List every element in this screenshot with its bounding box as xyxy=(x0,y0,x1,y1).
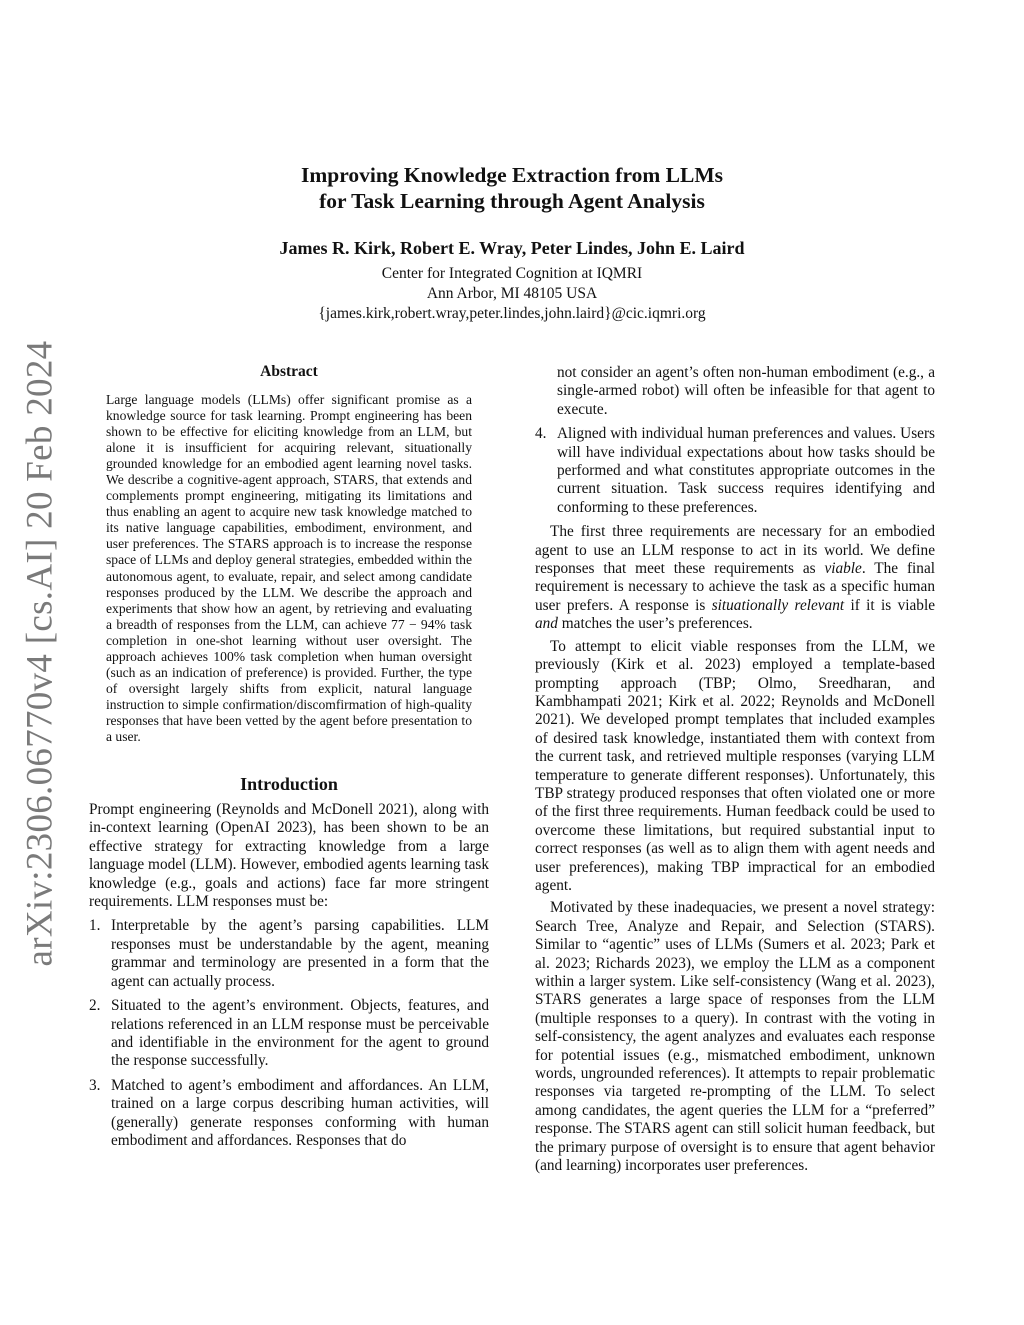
intro-paragraph-3: To attempt to elicit viable responses from the LLM, we previously (Kirk et al. 2023) employed a template-based prompting approach (TBP; Olmo, Sreedharan, and Kambhampati 2021; Kirk et al. 2022; Reynolds and McDonell 2021). We developed prompt templates that included examples of desired task knowledge, instantiated them with context from the current task, and retrieved multiple responses (varying LLM temperature to generate different responses). Unfortunately, this TBP strategy produced responses that often violated one or more of the first three requirements. Human feedback could be used to overcome these limitations, but required substantial input to correct responses (as well as to align them with agent needs and user preferences), making TBP impractical for an embodied agent. xyxy=(535,637,935,894)
title-line-1: Improving Knowledge Extraction from LLMs xyxy=(300,163,724,187)
requirement-text: Interpretable by the agent’s parsing capabilities. LLM responses must be understandable by the agent, meaning grammar and terminology are presented in a form that the agent can actually process. xyxy=(111,917,489,990)
p2-text-d: matches the user’s preferences. xyxy=(557,615,753,633)
intro-paragraph-1: Prompt engineering (Reynolds and McDonell 2021), along with in-context learning (OpenAI 2023), has been shown to be an effective strategy for extracting knowledge from a large language model (LLM). However, embodied agents learning task knowledge (e.g., goals and actions) face far more stringent requirements. LLM responses must be: xyxy=(89,801,489,911)
author-list: James R. Kirk, Robert E. Wray, Peter Lindes, John E. Laird xyxy=(279,238,745,258)
requirement-text: Situated to the agent’s environment. Objects, features, and relations referenced in an LLM response must be perceivable and identifiable in the environment for the agent to ground the response successfully. xyxy=(111,997,489,1070)
abstract-heading: Abstract xyxy=(260,363,318,380)
requirement-3-continuation: not consider an agent’s often non-human embodiment (e.g., a single-armed robot) will often be infeasible for that agent to execute. xyxy=(557,364,935,418)
requirement-item xyxy=(89,997,489,1071)
requirement-text: Matched to agent’s embodiment and affordances. An LLM, trained on a large corpus describing human activities, will (generally) generate responses conforming with human embodiment and affordances. Responses that do xyxy=(111,1076,489,1149)
requirement-item xyxy=(89,917,489,991)
requirement-item xyxy=(89,1077,489,1151)
right-column xyxy=(535,364,935,1175)
left-column xyxy=(89,362,489,1156)
title-line-2: for Task Learning through Agent Analysis xyxy=(319,189,705,213)
requirement-item xyxy=(535,425,935,517)
requirement-number: 2. xyxy=(89,997,101,1015)
affiliation-address: Ann Arbor, MI 48105 USA xyxy=(426,285,598,302)
paper-header xyxy=(0,162,1024,324)
intro-paragraph-2 xyxy=(535,523,935,633)
p2-text-c: if it is viable xyxy=(844,596,935,614)
requirement-number: 4. xyxy=(535,425,547,443)
term-situationally-relevant: situationally relevant xyxy=(711,596,845,614)
arxiv-id-text: arXiv:2306.06770v4 [cs.AI] 20 Feb 2024 xyxy=(19,340,61,966)
requirement-number: 1. xyxy=(89,917,101,935)
intro-paragraph-4: Motivated by these inadequacies, we present a novel strategy: Search Tree, Analyze and Repair, and Selection (STARS). Similar to “agentic” uses of LLMs (Sumers et al. 2023; Park et al. 2023; Richards 2023), we employ the LLM as a component within a larger system. Like self-consistency (Wang et al. 2023), STARS generates a large space of responses from the LLM (multiple responses to a query). In contrast with the voting in self-consistency, the agent analyzes and evaluates each response for potential issues (e.g., mismatched embodiment, unknown words, ungrounded references). It attempts to repair problematic responses via targeted re-prompting of the LLM. To select among candidates, the agent queries the LLM for a “preferred” response. The STARS agent can still solicit human feedback, but the primary purpose of oversight is to ensure that agent behavior (and learning) incorporates user preferences. xyxy=(535,899,935,1175)
requirements-list-continued xyxy=(535,425,935,517)
requirement-text: Aligned with individual human preferences and values. Users will have individual expectations about how tasks should be performed and what constitutes appropriate outcomes in the current situation. Task success requires identifying and conforming to these preferences. xyxy=(557,425,935,516)
requirement-number: 3. xyxy=(89,1076,101,1094)
introduction-heading: Introduction xyxy=(240,774,338,795)
paper-title xyxy=(0,162,1024,214)
term-viable: viable xyxy=(824,560,862,578)
affiliation-institution: Center for Integrated Cognition at IQMRI xyxy=(381,265,643,282)
arxiv-identifier-stamp xyxy=(4,340,76,966)
affiliation-block xyxy=(0,264,1024,324)
requirements-list xyxy=(89,917,489,1150)
term-and: and xyxy=(535,615,558,633)
p2-text-a: The first three requirements are necessary for an embodied agent to use an LLM response to act in its world. We define responses that meet these requirements as xyxy=(535,523,935,578)
affiliation-email: {james.kirk,robert.wray,peter.lindes,john.laird}@cic.iqmri.org xyxy=(318,305,706,322)
abstract-text: Large language models (LLMs) offer significant promise as a knowledge source for task learning. Prompt engineering has been shown to be effective for eliciting knowledge from an LLM, but alone it is insufficient for acquiring relevant, situationally grounded knowledge for an embodied agent learning novel tasks. We describe a cognitive-agent approach, STARS, that extends and complements prompt engineering, mitigating its limitations and thus enabling an agent to acquire new task knowledge matched to its native language capabilities, embodiment, environment, and user preferences. The STARS approach is to increase the response space of LLMs and deploy general strategies, embedded within the autonomous agent, to evaluate, repair, and select among candidate responses produced by the LLM. We describe the approach and experiments that show how an agent, by retrieving and evaluating a breadth of responses from the LLM, can achieve 77 − 94% task completion in one-shot learning without user oversight. The approach achieves 100% task completion when human oversight (such as an indication of preference) is provided. Further, the type of oversight largely shifts from explicit, natural language instruction to simple confirmation/discomfirmation of high-quality responses that have been vetted by the agent before presentation to a user. xyxy=(106,392,472,744)
p2-text-b: . The final requirement is necessary to achieve the task as a specific human user prefers. A response is xyxy=(535,560,935,614)
